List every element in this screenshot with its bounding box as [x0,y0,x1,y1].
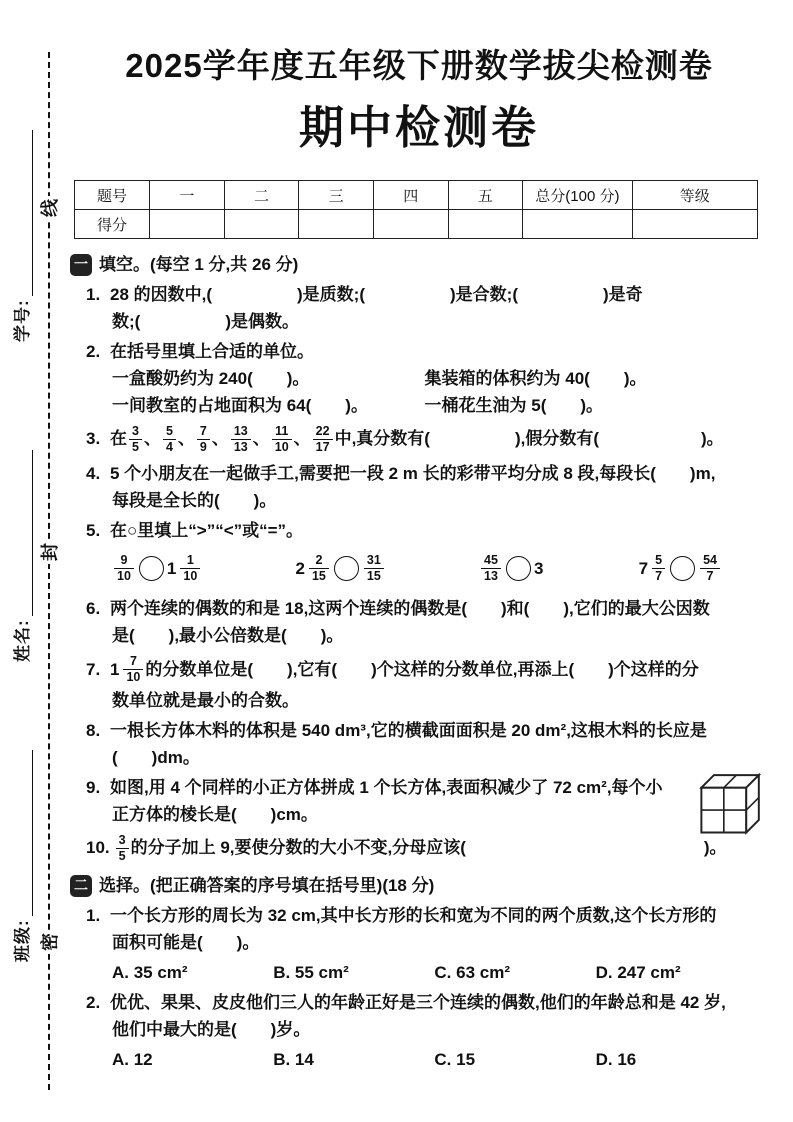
question-line [86,281,770,308]
question [68,338,770,419]
score-table-score-row [75,210,758,239]
question-text: 、 [211,428,229,448]
question-line [112,487,770,514]
question-text: 一个长方形的周长为 32 cm,其中长方形的长和宽为不同的两个质数,这个长方形的 [110,906,717,925]
student-name-label: 姓名: [13,619,32,662]
question-text: 、 [293,428,311,448]
question [68,989,770,1073]
fraction-operand [362,551,386,586]
score-table-header-row [75,181,758,210]
question-number: 1. [86,906,101,925]
section-title: 填空。(每空 1 分,共 26 分) [99,255,299,274]
question-text: 在○里填上“>”“<”或“=”。 [110,521,304,540]
class-blank [18,750,33,916]
seal-margin [0,0,62,1122]
question-line [86,902,770,929]
question-number: 5. [86,521,101,540]
question-line [112,687,770,714]
question-col: 集装箱的体积约为 40( )。 [424,369,647,388]
score-column-header: 等级 [632,181,757,210]
question-line [86,717,770,744]
fraction-numerator: 9 [114,553,134,569]
score-column-header: 二 [224,181,299,210]
score-cell [299,210,374,239]
question-text: 、 [143,428,161,448]
option: D. 16 [595,1050,637,1069]
seal-char-mi: 密 [38,930,62,954]
fraction [313,424,333,455]
question-text: 他们中最大的是( )岁。 [112,1020,311,1039]
fraction [231,424,251,455]
fraction-denominator: 15 [311,568,326,583]
fraction [700,553,720,584]
exam-subtitle: 期中检测卷 [298,102,539,153]
score-column-header: 三 [299,181,374,210]
whole-number: 1 [166,558,177,578]
question-text: 如图,用 4 个同样的小正方体拼成 1 个长方体,表面积减少了 72 cm²,每个小 [110,778,663,797]
fraction-numerator: 1 [180,553,200,569]
whole-number: 7 [638,558,649,578]
fraction-numerator: 7 [123,654,143,670]
question-text: 每段是全长的( )。 [112,491,277,510]
fraction [197,424,210,455]
option: B. 14 [273,1050,314,1069]
fraction-denominator: 13 [484,568,498,583]
option: A. 35 cm² [112,963,188,982]
fraction-denominator: 13 [233,440,248,454]
question-number: 2. [86,993,101,1012]
fraction [129,424,142,455]
comparison-circle-blank [670,556,695,581]
question-text: ( )dm。 [112,748,200,767]
fraction [163,424,176,455]
question-line [86,989,770,1016]
score-column-header: 总分(100 分) [523,181,632,210]
seal-char-feng: 封 [38,540,62,564]
fraction [272,424,292,455]
question-line [112,929,770,956]
score-cell [150,210,225,239]
fraction [123,654,143,685]
question-text: 是( ),最小公倍数是( )。 [112,626,344,645]
score-cell [224,210,299,239]
exam-content [68,0,770,1076]
section-header [70,251,770,278]
question [68,460,770,514]
question-number: 9. [86,778,101,797]
fraction-numerator: 31 [364,553,384,569]
question-number: 8. [86,721,101,740]
fraction-denominator: 4 [165,440,173,454]
student-id-blank [18,130,33,296]
question-line [86,422,770,457]
student-id-field [8,130,33,342]
comparison-item [296,551,386,586]
comparison-item [479,551,545,586]
question-line [112,622,770,649]
question-text: 、 [252,428,270,448]
fraction [116,833,129,864]
questions-area [68,251,770,1073]
comparison-row [112,544,770,592]
exam-title: 2025学年度五年级下册数学拔尖检测卷 [125,47,713,84]
fraction-denominator: 15 [366,568,381,583]
fraction-denominator: 10 [126,670,141,684]
fraction [114,553,134,584]
question [68,902,770,986]
question-line [86,338,770,365]
fraction-numerator: 3 [116,833,129,849]
question [68,422,770,457]
fraction-numerator: 5 [652,553,665,569]
option: D. 247 cm² [595,963,681,982]
question [68,652,770,714]
student-name-blank [18,450,33,616]
options-row [112,1046,770,1073]
whole-number: 1 [110,660,120,679]
fraction-operand [698,551,722,586]
question [68,281,770,335]
fraction-numerator: 11 [272,424,292,440]
fraction [481,553,501,584]
fraction-numerator: 7 [197,424,210,440]
fraction-numerator: 54 [700,553,720,569]
question-col: 一间教室的占地面积为 64( )。 [112,396,368,415]
score-row-label: 得分 [75,210,150,239]
score-cell [523,210,632,239]
question-line [112,744,770,771]
fraction-numerator: 13 [231,424,251,440]
score-cell [448,210,523,239]
class-field [8,750,33,962]
whole-number: 2 [295,558,305,578]
question-number: 3. [86,428,101,448]
score-table [74,180,758,239]
question-text: 的分子加上 9,要使分数的大小不变,分母应该( )。 [130,837,727,857]
question [68,517,770,592]
comparison-circle-blank [139,556,164,581]
question-number: 7. [86,660,101,679]
question-line [86,774,770,801]
question-line [86,460,770,487]
fraction-denominator: 10 [183,568,198,583]
student-name-field [8,450,33,662]
question-text: 两个连续的偶数的和是 18,这两个连续的偶数是( )和( ),它们的最大公因数 [110,599,710,618]
options-row [112,959,770,986]
comparison-item [639,551,722,586]
comparison-circle-blank [334,556,359,581]
fraction-numerator: 5 [163,424,176,440]
question-text: 一根长方体木料的体积是 540 dm³,它的横截面面积是 20 dm²,这根木料的长应是 [110,721,707,740]
fraction-numerator: 3 [129,424,142,440]
question-number: 10. [86,837,110,857]
question-number: 4. [86,464,101,483]
question [68,595,770,649]
fraction-numerator: 22 [313,424,333,440]
fraction-denominator: 5 [132,440,139,454]
question-col: 一桶花生油为 5( )。 [424,396,604,415]
fraction-denominator: 5 [118,849,126,863]
question-text: 的分数单位是( ),它有( )个这样的分数单位,再添上( )个这样的分 [145,660,699,679]
question-text: 面积可能是( )。 [112,933,260,952]
question-line [86,595,770,622]
fraction [364,553,384,584]
fraction-numerator: 45 [481,553,501,569]
option: C. 63 cm² [434,963,510,982]
section-title: 选择。(把正确答案的序号填在括号里)(18 分) [99,876,435,895]
score-cell [374,210,449,239]
question-line [112,308,770,335]
question-col: 一盒酸奶约为 240( )。 [112,369,310,388]
score-cell [632,210,757,239]
fraction-denominator: 9 [199,440,207,454]
question-line [112,392,770,419]
fraction-denominator: 7 [655,568,663,583]
question-line [112,801,770,828]
fraction-operand [479,551,503,586]
question-number: 1. [86,285,101,304]
question-line [86,517,770,544]
number-operand [534,555,545,582]
student-id-label: 学号: [13,299,32,342]
question-text: 在 [110,428,127,448]
question-text: 5 个小朋友在一起做手工,需要把一段 2 m 长的彩带平均分成 8 段,每段长( )m, [110,464,716,483]
mixed-number [167,551,202,586]
fraction [180,553,200,584]
fraction-denominator: 10 [117,568,131,583]
option: A. 12 [112,1050,153,1069]
question-number: 6. [86,599,101,618]
question-text: 数单位就是最小的合数。 [112,691,299,710]
option: C. 15 [434,1050,476,1069]
question-text: 中,真分数有( ),假分数有( )。 [334,428,724,448]
section-badge: 二 [70,875,92,897]
fraction-denominator: 17 [315,440,330,454]
fraction [309,553,329,584]
score-table-corner: 题号 [75,181,150,210]
question-line [112,1016,770,1043]
score-column-header: 一 [150,181,225,210]
question-line [112,365,770,392]
score-column-header: 五 [448,181,523,210]
comparison-item [112,551,202,586]
fraction-operand [112,551,136,586]
question-text: 28 的因数中,( )是质数;( )是合数;( )是奇 [110,285,643,304]
section-badge: 一 [70,254,92,276]
question-number: 2. [86,342,101,361]
fraction-denominator: 7 [706,568,714,583]
option: B. 55 cm² [273,963,349,982]
mixed-number [296,551,331,586]
whole-number: 3 [533,558,544,578]
question-text: 正方体的棱长是( )cm。 [112,805,318,824]
mixed-number [110,652,145,687]
question-text: 在括号里填上合适的单位。 [110,342,314,361]
seal-char-line: 线 [38,196,62,220]
question [68,831,770,866]
question-text: 数;( )是偶数。 [112,312,299,331]
class-label: 班级: [13,919,32,962]
fraction [652,553,665,584]
question-text: 优优、果果、皮皮他们三人的年龄正好是三个连续的偶数,他们的年龄总和是 42 岁, [110,993,726,1012]
fraction-numerator: 2 [309,553,329,569]
section-header [70,872,770,899]
comparison-circle-blank [506,556,531,581]
score-column-header: 四 [374,181,449,210]
mixed-number [639,551,667,586]
question-line [86,652,770,687]
question-text: 、 [177,428,195,448]
question [68,774,770,828]
question [68,717,770,771]
fraction-denominator: 10 [274,440,289,454]
question-line [86,831,770,866]
